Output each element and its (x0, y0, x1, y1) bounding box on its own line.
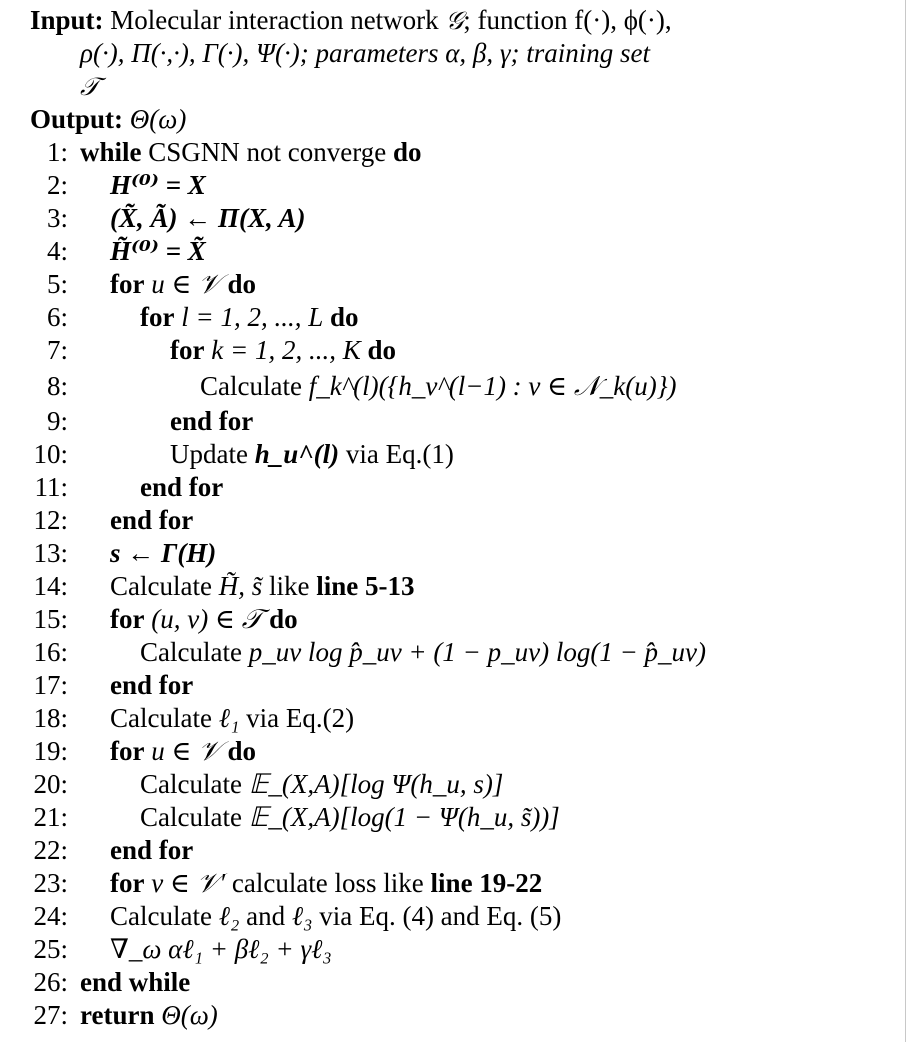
line-text: Calculate (110, 571, 212, 601)
algo-line-11 (30, 471, 900, 504)
keyword: for (110, 604, 145, 634)
line-math: 𝔼_(X,A)[log Ψ(h_u, s)] (248, 769, 504, 799)
line-number: 1: (46, 137, 68, 167)
algo-line-19 (30, 735, 900, 768)
line-math: Θ(ω) (161, 1000, 218, 1030)
line-text: like (268, 571, 310, 601)
keyword: for (110, 868, 145, 898)
line-number: 6: (46, 302, 68, 332)
output-label: Output: (30, 104, 124, 134)
line-text: Calculate (140, 637, 242, 667)
line-number: 24: (33, 901, 68, 931)
input-graph: 𝒢 (445, 6, 464, 35)
line-text: via Eq.(1) (345, 439, 454, 469)
line-number: 23: (33, 868, 68, 898)
keyword: for (110, 269, 145, 299)
algo-line-23 (30, 867, 900, 900)
keyword: line 5-13 (316, 571, 415, 601)
algo-line-17 (30, 669, 900, 702)
line-number: 13: (33, 538, 68, 568)
line-number: 18: (33, 703, 68, 733)
line-number: 16: (33, 637, 68, 667)
line-number: 9: (46, 406, 68, 436)
keyword: do (367, 335, 396, 365)
line-math: u ∈ 𝒱 (151, 736, 221, 766)
line-number: 19: (33, 736, 68, 766)
line-text: Calculate (110, 703, 212, 733)
line-number: 22: (33, 835, 68, 865)
line-number: 11: (34, 472, 68, 502)
line-math: s ← Γ(H) (110, 538, 217, 568)
algo-line-10 (30, 438, 900, 471)
output-line (30, 103, 900, 136)
algo-line-16 (30, 636, 900, 669)
algo-line-22 (30, 834, 900, 867)
keyword: end for (110, 835, 194, 865)
algo-line-26 (30, 966, 900, 999)
line-math: (X̃, Ã) ← Π(X, A) (110, 203, 306, 233)
input-set: 𝒯 (80, 72, 100, 101)
line-text: Calculate (200, 371, 302, 401)
algo-line-20 (30, 768, 900, 801)
line-math: f_k^(l)({h_v^(l−1) : v ∈ 𝒩_k(u)}) (308, 371, 677, 401)
line-math: ℓ₃ (291, 901, 313, 931)
line-number: 15: (33, 604, 68, 634)
algo-line-7 (30, 334, 900, 367)
line-number: 17: (33, 670, 68, 700)
keyword: do (269, 604, 298, 634)
algo-line-18 (30, 702, 900, 735)
input-functions: ; function f(·), ϕ(·), (463, 5, 672, 35)
line-math: H̃, s̃ (218, 571, 263, 601)
algo-line-8 (30, 367, 900, 405)
line-text: via Eq. (4) and Eq. (5) (319, 901, 562, 931)
line-text: Update (170, 439, 248, 469)
line-text: and (246, 901, 286, 931)
line-text: calculate loss like (231, 868, 424, 898)
keyword: return (80, 1000, 155, 1030)
line-math: u ∈ 𝒱 (151, 269, 221, 299)
input-text: Molecular interaction network (110, 5, 439, 35)
algo-line-15 (30, 603, 900, 636)
line-math: h_u^(l) (254, 439, 340, 469)
line-number: 12: (33, 505, 68, 535)
line-number: 27: (33, 1000, 68, 1030)
keyword: end for (140, 472, 224, 502)
keyword: end for (110, 670, 194, 700)
line-math: p_uv log p̂_uv + (1 − p_uv) log(1 − p̂_uv) (248, 637, 707, 667)
line-number: 10: (33, 439, 68, 469)
algo-line-21 (30, 801, 900, 834)
keyword: end for (110, 505, 194, 535)
line-number: 7: (46, 335, 68, 365)
keyword: while (80, 137, 142, 167)
line-number: 25: (33, 934, 68, 964)
line-number: 2: (46, 170, 68, 200)
algo-line-5 (30, 268, 900, 301)
input-cont: ρ(·), Π(·,·), Γ(·), Ψ(·); parameters α, β, γ; training set (80, 38, 650, 68)
line-number: 8: (46, 371, 68, 401)
keyword: end for (170, 406, 254, 436)
line-math: v ∈ 𝒱′ (151, 868, 226, 898)
line-text: Calculate (140, 769, 242, 799)
line-number: 21: (33, 802, 68, 832)
line-math: ℓ₁ (218, 703, 240, 733)
line-number: 26: (33, 967, 68, 997)
keyword: for (140, 302, 175, 332)
line-math: (u, v) ∈ 𝒯 (151, 604, 263, 634)
line-math: ∇_ω αℓ₁ + βℓ₂ + γℓ₃ (110, 934, 332, 964)
line-text: Calculate (140, 802, 242, 832)
keyword: do (227, 269, 256, 299)
algo-line-3 (30, 202, 900, 235)
line-math: k = 1, 2, ..., K (211, 335, 361, 365)
algo-line-2 (30, 169, 900, 202)
line-number: 4: (46, 236, 68, 266)
algo-line-27 (30, 999, 900, 1032)
keyword: line 19-22 (430, 868, 543, 898)
algo-line-4 (30, 235, 900, 268)
algo-line-1 (30, 136, 900, 169)
input-line (30, 4, 900, 37)
line-math: 𝔼_(X,A)[log(1 − Ψ(h_u, s̃))] (248, 802, 560, 832)
algo-line-25 (30, 933, 900, 966)
line-number: 5: (46, 269, 68, 299)
line-math: ℓ₂ (218, 901, 240, 931)
keyword: do (393, 137, 422, 167)
algo-line-24 (30, 900, 900, 933)
keyword: for (110, 736, 145, 766)
line-math: H̃⁽⁰⁾ = X̃ (110, 236, 206, 266)
keyword: do (227, 736, 256, 766)
algorithm-block (30, 4, 900, 1032)
line-number: 20: (33, 769, 68, 799)
algo-line-13 (30, 537, 900, 570)
algo-line-6 (30, 301, 900, 334)
algo-line-9 (30, 405, 900, 438)
input-label: Input: (30, 5, 104, 35)
line-math: H⁽⁰⁾ = X (110, 170, 206, 200)
right-border-rule (905, 0, 906, 1042)
algo-line-12 (30, 504, 900, 537)
output-value: Θ(ω) (129, 104, 187, 134)
line-text: via Eq.(2) (246, 703, 355, 733)
line-text: CSGNN not converge (148, 137, 387, 167)
input-line-cont2 (30, 70, 900, 103)
algo-line-14 (30, 570, 900, 603)
line-number: 14: (33, 571, 68, 601)
line-text: Calculate (110, 901, 212, 931)
keyword: for (170, 335, 205, 365)
keyword: do (329, 302, 359, 332)
input-line-cont (30, 37, 900, 70)
line-math: l = 1, 2, ..., L (181, 302, 324, 332)
keyword: end while (80, 967, 191, 997)
line-number: 3: (46, 203, 68, 233)
